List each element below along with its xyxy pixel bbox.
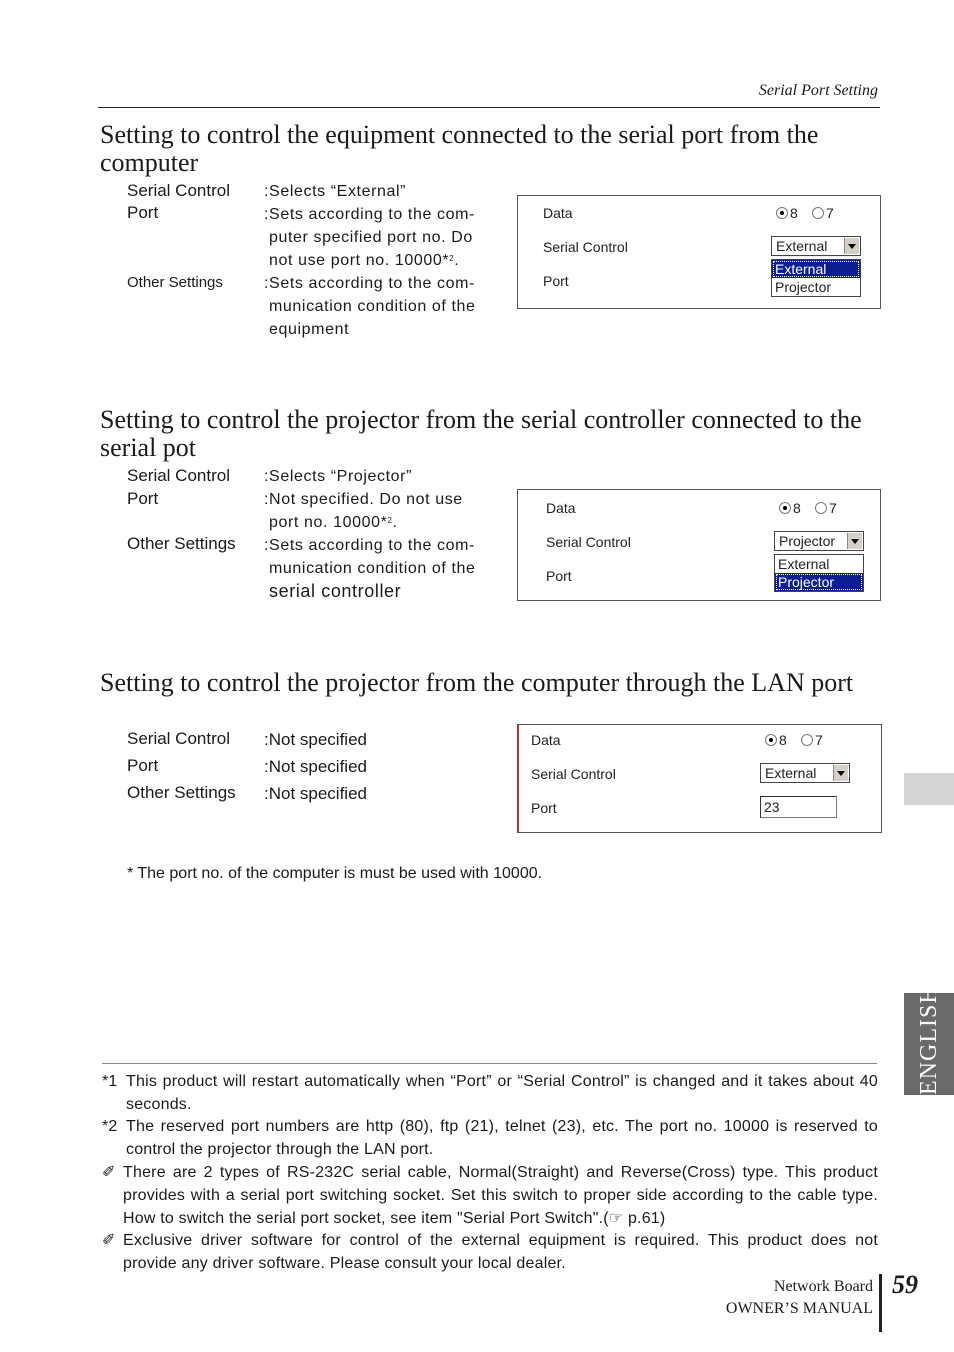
footnote-1-mark: *1 <box>102 1073 118 1090</box>
page-number: 59 <box>892 1270 918 1299</box>
s1-dropdown-list[interactable] <box>771 259 861 297</box>
footer-product: Network Board <box>773 1278 873 1295</box>
radio-selected-icon <box>776 207 788 219</box>
language-tab <box>904 985 954 1095</box>
s1-option-external[interactable]: External <box>772 260 860 278</box>
footnote-2-text: The reserved port numbers are http (80), ftp (21), telnet (23), etc. The port no. 10000 is reserved to control the projector through the LAN port. <box>126 1118 878 1158</box>
s1-settings-panel <box>517 195 881 309</box>
radio-empty-icon <box>812 207 824 219</box>
s3-port-input[interactable]: 23 <box>760 796 837 818</box>
s1-port-value-3: not use port no. 10000* <box>269 252 450 269</box>
s1-serial-control-select[interactable]: External <box>771 236 861 256</box>
pencil-icon: ✐ <box>102 1232 116 1249</box>
s2-port-field-label: Port <box>546 568 572 584</box>
footnote-2-mark: *2 <box>102 1118 118 1135</box>
s2-other-value-2: munication condition of the <box>269 560 476 577</box>
s2-other-value-1: :Sets according to the com- <box>264 537 475 554</box>
s2-settings-panel <box>517 489 881 601</box>
s3-data-label: Data <box>531 732 561 748</box>
s2-data-label: Data <box>546 500 576 516</box>
s3-radio-7[interactable]: 7 <box>801 732 823 748</box>
s2-serial-control-label: Serial Control <box>127 466 230 485</box>
footnote-4 <box>102 1229 878 1275</box>
radio-selected-icon <box>779 502 791 514</box>
pencil-icon: ✐ <box>102 1164 116 1181</box>
s2-port-value-2: port no. 10000* <box>269 514 388 531</box>
s2-option-projector[interactable]: Projector <box>775 573 863 591</box>
s2-other-value-3: serial controller <box>269 581 402 601</box>
s3-serial-control-label: Serial Control <box>127 729 230 748</box>
s3-port-label: Port <box>127 756 159 775</box>
s2-serial-control-select[interactable]: Projector <box>774 531 864 551</box>
s2-radio-8[interactable]: 8 <box>779 500 801 516</box>
s3-radio-8[interactable]: 8 <box>765 732 787 748</box>
s1-other-value-2: munication condition of the <box>269 298 476 315</box>
s2-port-value-2-wrap: port no. 10000*$^2$. <box>269 514 398 531</box>
header-rule <box>98 107 880 108</box>
running-header: Serial Port Setting <box>758 82 878 99</box>
s1-footnote-ref: 2 <box>449 254 455 263</box>
s2-other-settings-label: Other Settings <box>127 534 236 553</box>
s2-radio-7[interactable]: 7 <box>815 500 837 516</box>
footer-manual: OWNER’S MANUAL <box>725 1300 873 1317</box>
chevron-down-icon[interactable] <box>833 765 848 781</box>
s1-other-value-3: equipment <box>269 321 350 338</box>
port-note: * The port no. of the computer is must be used with 10000. <box>127 865 543 882</box>
language-tab-label: ENGLISH <box>916 985 942 1095</box>
chevron-down-icon[interactable] <box>844 238 859 254</box>
footnote-1 <box>102 1070 878 1116</box>
s1-radio-8[interactable]: 8 <box>776 205 798 221</box>
s1-port-value-1: :Sets according to the com- <box>264 206 475 223</box>
s1-serial-control-value: :Selects “External” <box>264 183 407 200</box>
s2-descriptions <box>264 465 506 603</box>
radio-empty-icon <box>801 734 813 746</box>
s1-data-label: Data <box>543 205 573 221</box>
s3-serial-control-select[interactable]: External <box>760 763 850 783</box>
radio-selected-icon <box>765 734 777 746</box>
footnote-3 <box>102 1161 878 1230</box>
s1-descriptions <box>264 180 506 341</box>
s2-serial-control-field-label: Serial Control <box>546 534 631 550</box>
footnote-1-text: This product will restart automatically when “Port” or “Serial Control” is changed and it takes about 40 seconds. <box>126 1073 878 1113</box>
s2-dropdown-list[interactable] <box>774 554 864 592</box>
footnote-2 <box>102 1115 878 1161</box>
s1-serial-control-field-label: Serial Control <box>543 239 628 255</box>
footnote-3-text: There are 2 types of RS-232C serial cable, Normal(Straight) and Reverse(Cross) type. This product provides with a serial port switching socket. Set this switch to proper side according to the cable type. How to switch the serial port socket, see item "Serial Port Switch".(☞ p.61) <box>123 1164 878 1227</box>
section-2-title: Setting to control the projector from the serial controller connected to the serial pot <box>100 405 862 462</box>
s1-other-value-1: :Sets according to the com- <box>264 275 475 292</box>
chevron-down-icon[interactable] <box>847 533 862 549</box>
s1-port-field-label: Port <box>543 273 569 289</box>
s1-port-label: Port <box>127 203 159 222</box>
section-3-title: Setting to control the projector from the computer through the LAN port <box>100 668 854 697</box>
s2-option-external[interactable]: External <box>778 556 830 572</box>
section-1-title: Setting to control the equipment connected to the serial port from the computer <box>100 120 819 177</box>
s1-option-projector[interactable]: Projector <box>775 279 832 295</box>
s2-port-value-1: :Not specified. Do not use <box>264 491 463 508</box>
s3-settings-panel <box>517 724 882 833</box>
s2-footnote-ref: 2 <box>387 516 393 525</box>
s3-other-value: :Not specified <box>264 784 367 803</box>
s1-port-value-2: puter specified port no. Do <box>269 229 473 246</box>
s3-serial-control-value: :Not specified <box>264 730 367 749</box>
footnote-rule <box>102 1063 877 1064</box>
s3-port-value: :Not specified <box>264 757 367 776</box>
s2-port-label: Port <box>127 489 159 508</box>
s3-port-field-label: Port <box>531 800 557 816</box>
s1-other-settings-label: Other Settings <box>127 274 223 291</box>
s2-serial-control-value: :Selects “Projector” <box>264 468 413 485</box>
radio-empty-icon <box>815 502 827 514</box>
chapter-tab-marker <box>904 773 954 805</box>
s1-radio-7[interactable]: 7 <box>812 205 834 221</box>
s1-port-value-3-wrap: not use port no. 10000*$^2$. <box>269 252 460 269</box>
footnote-4-text: Exclusive driver software for control of the external equipment is required. This product does not provide any driver software. Please consult your local dealer. <box>123 1232 878 1272</box>
s1-serial-control-label: Serial Control <box>127 181 230 200</box>
footer-divider <box>879 1274 882 1332</box>
s3-other-settings-label: Other Settings <box>127 783 236 802</box>
s3-serial-control-field-label: Serial Control <box>531 766 616 782</box>
